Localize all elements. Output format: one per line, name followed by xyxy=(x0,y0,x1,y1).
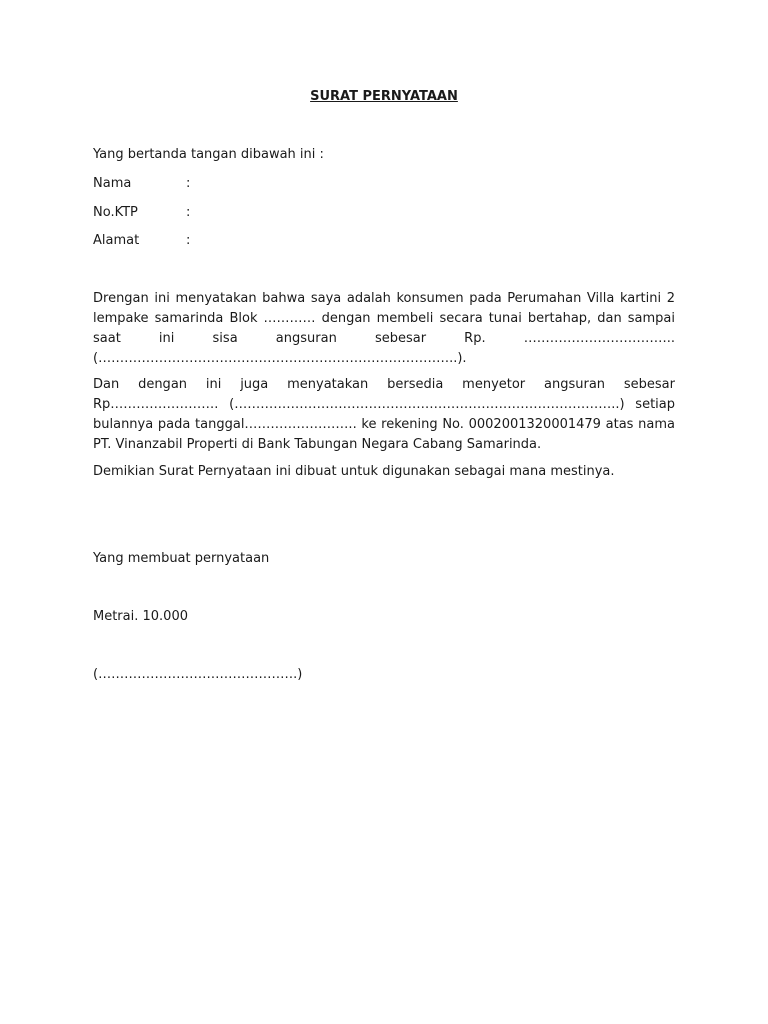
statement-paragraph-1: Drengan ini menyatakan bahwa saya adalah konsumen pada Perumahan Villa kartini 2 lempake samarinda Blok ………… dengan membeli secara tunai bertahap, dan sampai saat ini sisa angsuran sebesar Rp. …………………………….. (………………………………………………………………………..). xyxy=(93,291,675,366)
signer-label: Yang membuat pernyataan xyxy=(93,551,270,566)
field-alamat xyxy=(93,232,190,250)
field-label: Nama xyxy=(93,176,132,191)
field-no-ktp xyxy=(93,204,190,222)
field-colon: : xyxy=(186,205,191,220)
signature-line: (……………………………………….) xyxy=(93,667,303,682)
field-label: No.KTP xyxy=(93,205,138,220)
closing-paragraph: Demikian Surat Pernyataan ini dibuat untuk digunakan sebagai mana mestinya. xyxy=(93,464,615,479)
document-title: SURAT PERNYATAAN xyxy=(310,89,458,104)
statement-paragraph-2: Dan dengan ini juga menyatakan bersedia menyetor angsuran sebesar Rp……………………. (……………………………………………………………………………..) setiap bulannya pada tanggal…………………….. ke rekening No. 0002001320001479 atas nama PT. Vinanzabil Properti di Bank Tabungan Negara Cabang Samarinda. xyxy=(93,377,675,452)
field-colon: : xyxy=(186,233,191,248)
intro-text: Yang bertanda tangan dibawah ini : xyxy=(93,147,324,162)
field-colon: : xyxy=(186,176,191,191)
field-label: Alamat xyxy=(93,233,140,248)
stamp-label: Metrai. 10.000 xyxy=(93,609,188,624)
field-nama xyxy=(93,175,190,193)
